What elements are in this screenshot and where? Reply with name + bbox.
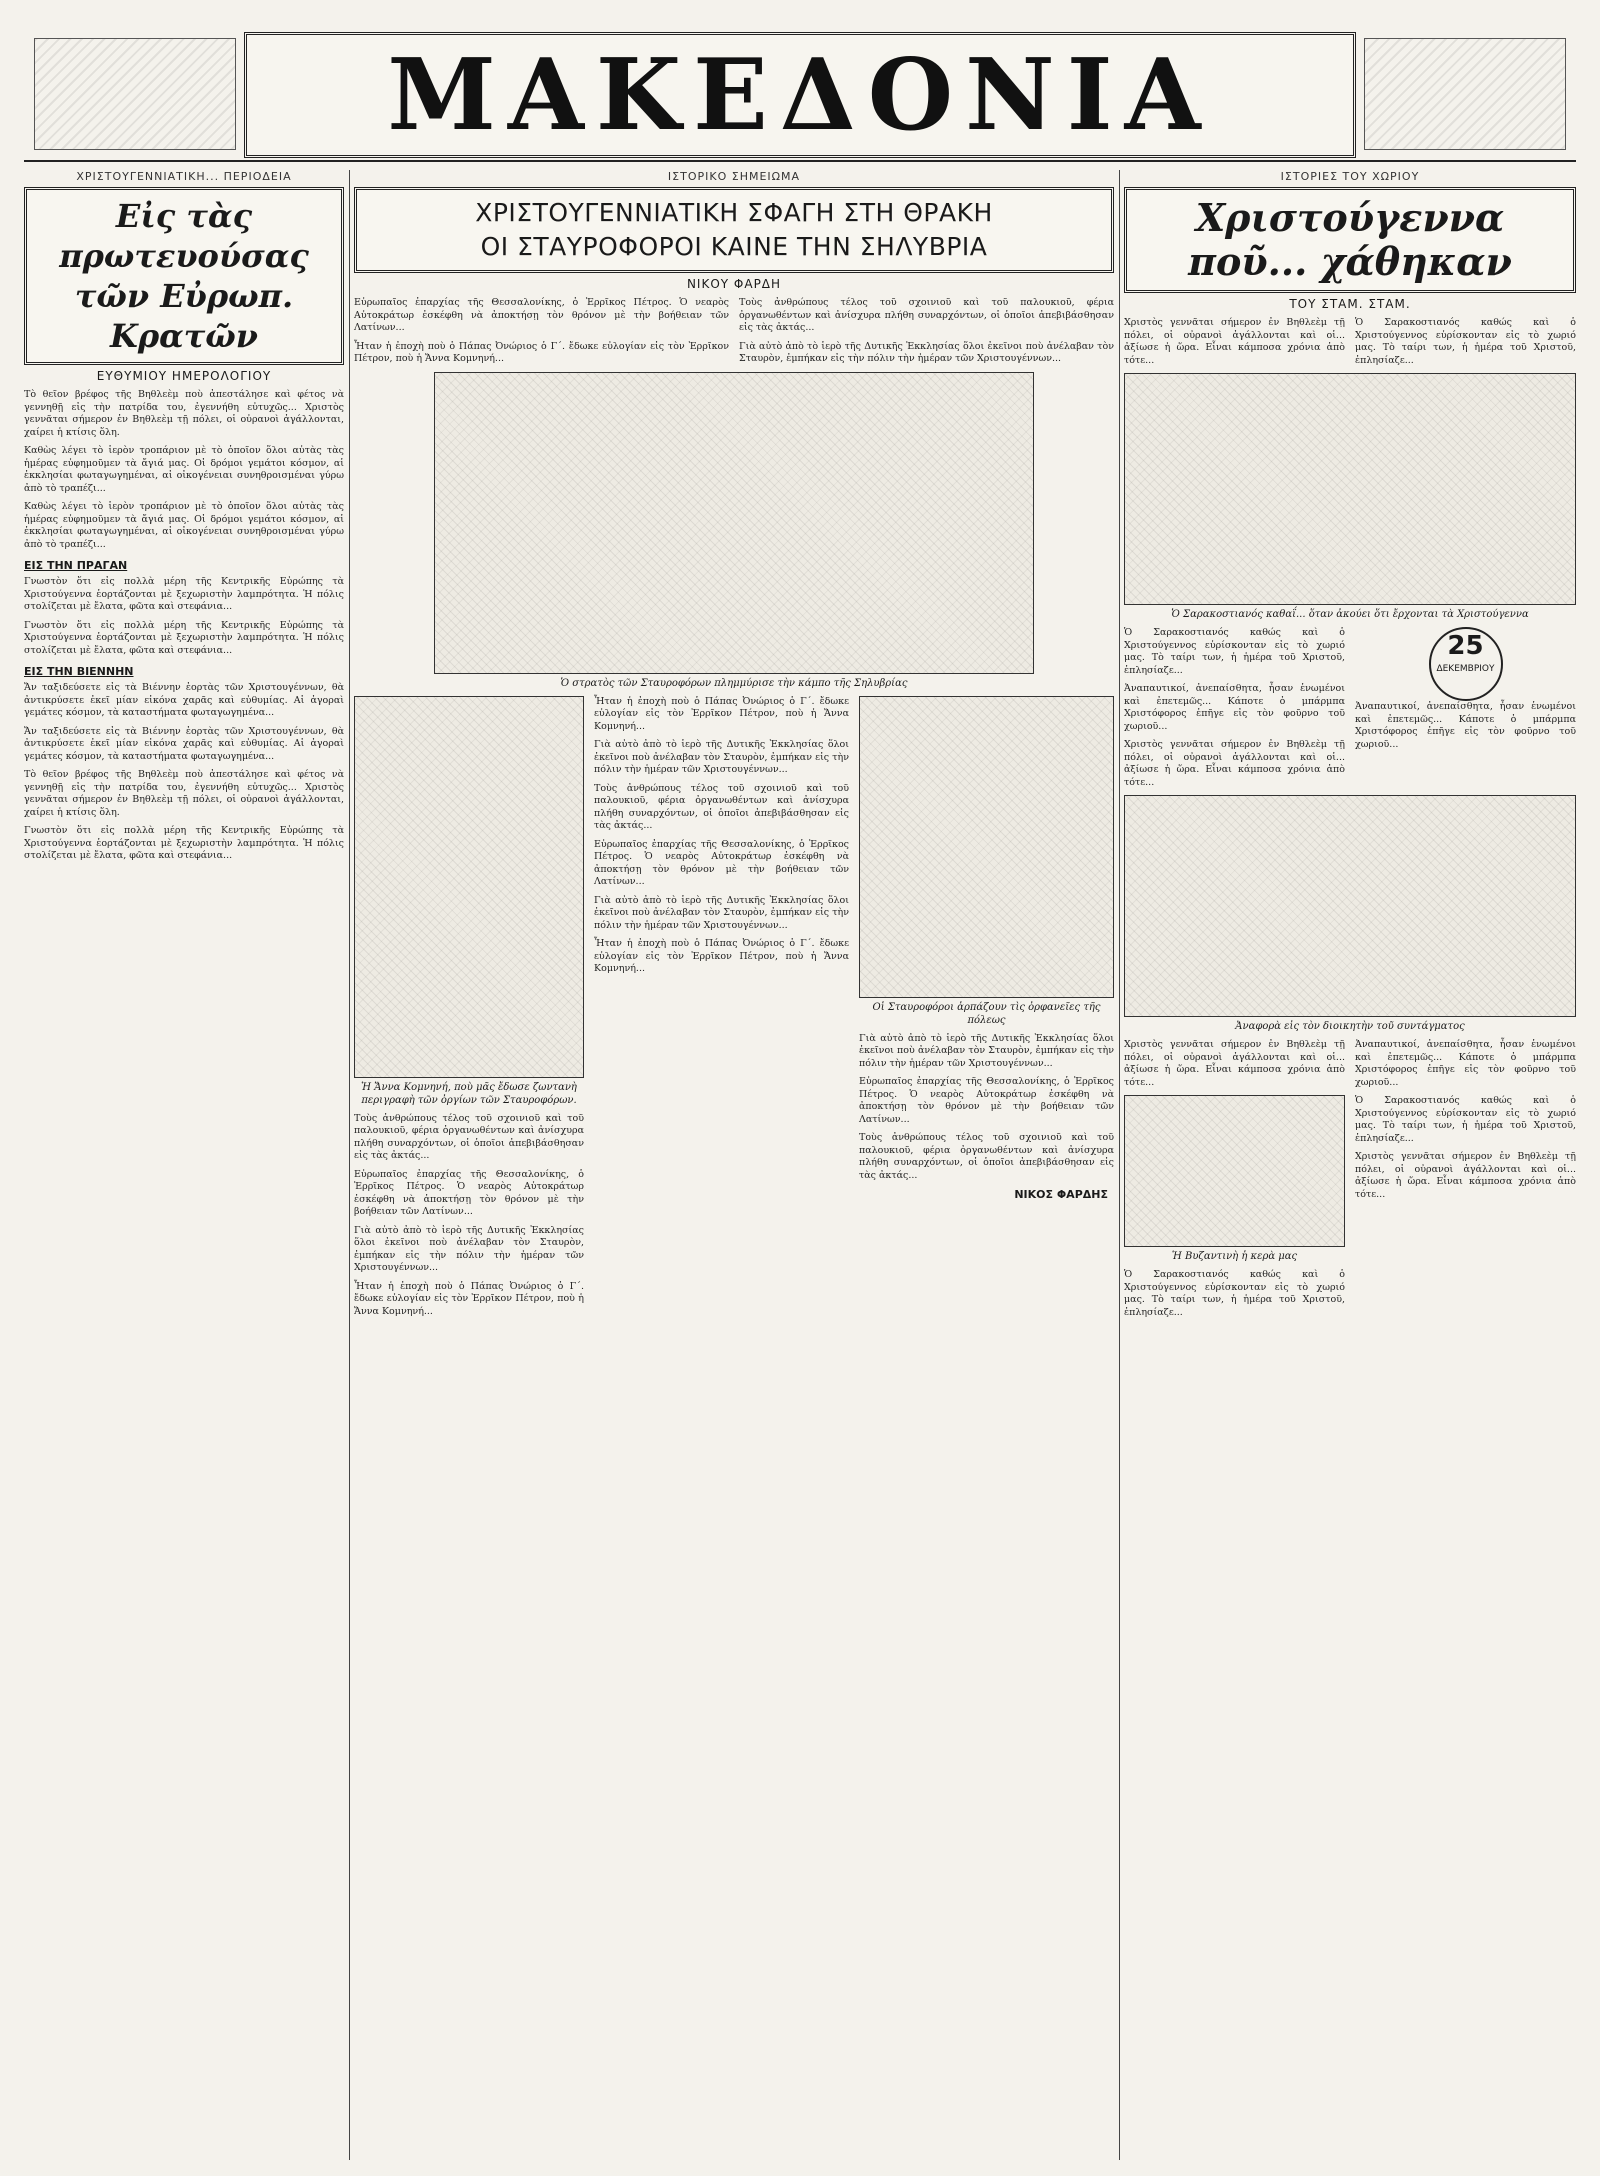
- article-paragraph: Ἀναπαυτικοί, ἀνεπαίσθητα, ἦσαν ἑνωμένοι καὶ ἐπετεμῶς... Κάποτε ὁ μπάρμπα Χριστόφορος ἐπῆγε εἰς τὸν φοῦρνο τοῦ χωριοῦ...: [1355, 1039, 1576, 1088]
- crusaders-illustration: [434, 372, 1034, 674]
- article-paragraph: Τοὺς ἀνθρώπους τέλος τοῦ σχοινιοῦ καὶ τοῦ παλουκιοῦ, φέρια ὀργανωθέντων καὶ ἀνίσχυρα πλήθη συναρχόντων, οἱ ὁποῖοι ἀπεβιβάσθησαν εἰς τὰς ἀκτάς...: [354, 1112, 584, 1161]
- author-signature: ΝΙΚΟΣ ΦΑΡΔΗΣ: [1014, 1188, 1108, 1201]
- article-paragraph: Τὸ θεῖον βρέφος τῆς Βηθλεὲμ ποὺ ἀπεστάλησε καὶ φέτος νὰ γεννηθῇ εἰς τὴν πατρίδα του, ἐγεννήθη εὐτυχῶς... Χριστὸς γεννᾶται σήμερον ἐν Βηθλεὲμ τῇ πόλει, οἱ οὐρανοὶ ἀγάλλονται, χαίρει ἡ κτίσις ὅλη.: [24, 769, 344, 818]
- article-paragraph: Ὁ Σαρακοστιανός καθώς καὶ ὁ Χριστούγεννος εὑρίσκονταν εἰς τὸ χωριό μας. Τὸ ταίρι των, ἡ ἡμέρα τοῦ Χριστοῦ, ἐπλησίαζε...: [1124, 627, 1345, 676]
- article-paragraph: Χριστὸς γεννᾶται σήμερον ἐν Βηθλεὲμ τῇ πόλει, οἱ οὐρανοὶ ἀγάλλονται καὶ οἱ... ἀξίωσε ἡ ὥρα. Εἶναι κάμποσα χρόνια ἀπὸ τότε...: [1124, 739, 1345, 788]
- article-paragraph: Γνωστὸν ὅτι εἰς πολλὰ μέρη τῆς Κεντρικῆς Εὐρώπης τὰ Χριστούγεννα ἑορτάζονται μὲ ξεχωριστὴν λαμπρότητα. Ἡ πόλις στολίζεται μὲ ἔλατα, φῶτα καὶ στεφάνια...: [24, 825, 344, 861]
- article-paragraph: Γνωστὸν ὅτι εἰς πολλὰ μέρη τῆς Κεντρικῆς Εὐρώπης τὰ Χριστούγεννα ἑορτάζονται μὲ ξεχωριστὴν λαμπρότητα. Ἡ πόλις στολίζεται μὲ ἔλατα, φῶτα καὶ στεφάνια...: [24, 619, 344, 656]
- column-divider: [349, 170, 350, 2160]
- article-paragraph: Γιὰ αὐτὸ ἀπὸ τὸ ἱερὸ τῆς Δυτικῆς Ἐκκλησίας ὅλοι ἐκεῖνοι ποὺ ἀνέλαβαν τὸν Σταυρὸν, ἐμπήκαν εἰς τὴν πόλιν τὴν ἡμέραν τῶν Χριστουγέννων...: [354, 1224, 584, 1273]
- masthead-illustration-right: [1364, 38, 1566, 150]
- article-paragraph: Ἦταν ἡ ἐποχὴ ποὺ ὁ Πάπας Ὀνώριος ὁ Γ΄. ἔδωκε εὐλογίαν εἰς τὸν Ἐρρῖκον Πέτρον, ποὺ ἡ Ἄννα Κομνηνή...: [594, 938, 849, 974]
- sun-cartoon-illustration: [1124, 373, 1576, 605]
- section-subhead: ΕΙΣ ΤΗΝ ΠΡΑΓΑΝ: [24, 559, 128, 572]
- headline-box: [354, 187, 1114, 273]
- article-paragraph: Τοὺς ἀνθρώπους τέλος τοῦ σχοινιοῦ καὶ τοῦ παλουκιοῦ, φέρια ὀργανωθέντων καὶ ἀνίσχυρα πλήθη συναρχόντων, οἱ ὁποῖοι ἀπεβιβάσθησαν εἰς τὰς ἀκτάς...: [594, 782, 849, 831]
- figure-caption: Ὁ Σαρακοστιανός καθαΐ... ὅταν ἀκούει ὅτι ἔρχονται τὰ Χριστούγεννα: [1171, 609, 1529, 620]
- article-paragraph: Καθὼς λέγει τὸ ἱερὸν τροπάριον μὲ τὸ ὁποῖον ὅλοι αὐτὰς τὰς ἡμέρας εὐφημοῦμεν τὰ ἄγιά μας. Οἱ δρόμοι γεμάτοι κόσμον, αἱ ἐκκλησίαι φωταγωγημέναι, αἱ οἰκογένειαι συνηθροισμέναι γύρω ἀπὸ τὸ τραπέζι...: [24, 445, 344, 494]
- article-paragraph: Τοὺς ἀνθρώπους τέλος τοῦ σχοινιοῦ καὶ τοῦ παλουκιοῦ, φέρια ὀργανωθέντων καὶ ἀνίσχυρα πλήθη συναρχόντων, οἱ ὁποῖοι ἀπεβιβάσθησαν εἰς τὰς ἀκτάς...: [739, 297, 1114, 333]
- article-subheadline: ΟΙ ΣΤΑΥΡΟΦΟΡΟΙ ΚΑΙΝΕ ΤΗΝ ΣΗΛΥΒΡΙΑ: [480, 232, 988, 261]
- headline-box: [1124, 187, 1576, 293]
- headline-box: [24, 187, 344, 365]
- article-paragraph: Τὸ θεῖον βρέφος τῆς Βηθλεὲμ ποὺ ἀπεστάλησε καὶ φέτος νὰ γεννηθῇ εἰς τὴν πατρίδα του, ἐγεννήθη εὐτυχῶς... Χριστὸς γεννᾶται σήμερον ἐν Βηθλεὲμ τῇ πόλει, οἱ οὐρανοὶ ἀγάλλονται, χαίρει ἡ κτίσις ὅλη.: [24, 389, 344, 438]
- newspaper-page: [24, 20, 1576, 2160]
- article-paragraph: Ἦταν ἡ ἐποχὴ ποὺ ὁ Πάπας Ὀνώριος ὁ Γ΄. ἔδωκε εὐλογίαν εἰς τὸν Ἐρρῖκον Πέτρον, ποὺ ἡ Ἄννα Κομνηνή...: [354, 340, 729, 364]
- figure-caption: Οἱ Σταυροφόροι ἁρπάζουν τὶς ὀρφανεῖες τῆς πόλεως: [872, 1001, 1101, 1026]
- article-paragraph: Ὁ Σαρακοστιανός καθώς καὶ ὁ Χριστούγεννος εὑρίσκονταν εἰς τὸ χωριό μας. Τὸ ταίρι των, ἡ ἡμέρα τοῦ Χριστοῦ, ἐπλησίαζε...: [1355, 317, 1576, 366]
- article-paragraph: Ἀναπαυτικοί, ἀνεπαίσθητα, ἦσαν ἑνωμένοι καὶ ἐπετεμῶς... Κάποτε ὁ μπάρμπα Χριστόφορος ἐπῆγε εἰς τὸν φοῦρνο τοῦ χωριοῦ...: [1355, 701, 1576, 750]
- article-paragraph: Ἄν ταξιδεύσετε εἰς τὰ Βιέννην ἑορτὰς τῶν Χριστουγέννων, θὰ ἀντικρύσετε ἐκεῖ μίαν εἰκόνα χαρᾶς καὶ εὐθυμίας. Αἱ ἀγοραὶ γεμάτες κόσμον, τὰ καταστήματα φωταγωγημένα...: [24, 725, 344, 762]
- article-headline: Εἰς τὰς πρωτευούσας τῶν Εὐρωπ. Κρατῶν: [59, 197, 309, 355]
- figure-caption: Ἡ Ἄννα Κομνηνή, ποὺ μᾶς ἔδωσε ζωντανὴ περιγραφὴ τῶν ὀργίων τῶν Σταυροφόρων.: [361, 1081, 577, 1106]
- article-intro-row: [1124, 317, 1576, 373]
- middle-column: [354, 170, 1114, 2160]
- article-paragraph: Γιὰ αὐτὸ ἀπὸ τὸ ἱερὸ τῆς Δυτικῆς Ἐκκλησίας ὅλοι ἐκεῖνοι ποὺ ἀνέλαβαν τὸν Σταυρὸν, ἐμπήκαν εἰς τὴν πόλιν τὴν ἡμέραν τῶν Χριστουγέννων...: [594, 739, 849, 775]
- article-body-row: [354, 696, 1114, 1325]
- article-paragraph: Γιὰ αὐτὸ ἀπὸ τὸ ἱερὸ τῆς Δυτικῆς Ἐκκλησίας ὅλοι ἐκεῖνοι ποὺ ἀνέλαβαν τὸν Σταυρὸν, ἐμπήκαν εἰς τὴν πόλιν τὴν ἡμέραν τῶν Χριστουγέννων...: [594, 894, 849, 931]
- article-body-row: [1124, 1039, 1576, 1325]
- article-headline: Χριστούγεννα ποῦ... χάθηκαν: [1188, 195, 1512, 284]
- village-cartoon-illustration: [1124, 795, 1576, 1017]
- byline: ΕΥΘΥΜΙΟΥ ΗΜΕΡΟΛΟΓΙΟΥ: [96, 369, 272, 383]
- figure-caption: Ἡ Βυζαντινὴ ἡ κερὰ μας: [1171, 1251, 1298, 1262]
- article-intro-row: [354, 297, 1114, 372]
- article-paragraph: Εὐρωπαῖος ἐπαρχίας τῆς Θεσσαλονίκης, ὁ Ἐρρῖκος Πέτρος. Ὁ νεαρὸς Αὐτοκράτωρ ἐσκέφθη νὰ ἀποκτήσῃ τὸν θρόνον μὲ τὴν βοήθειαν τῶν Λατίνων...: [354, 1168, 584, 1217]
- woman-with-tray-illustration: [1124, 1095, 1345, 1247]
- article-body-row: [1124, 627, 1576, 795]
- figure-caption: Ὁ στρατὸς τῶν Σταυροφόρων πλημμύρισε τὴν κάμπο τῆς Σηλυβρίας: [560, 677, 908, 689]
- article-paragraph: Χριστὸς γεννᾶται σήμερον ἐν Βηθλεὲμ τῇ πόλει, οἱ οὐρανοὶ ἀγάλλονται καὶ οἱ... ἀξίωσε ἡ ὥρα. Εἶναι κάμποσα χρόνια ἀπὸ τότε...: [1355, 1151, 1576, 1200]
- byline: ΝΙΚΟΥ ΦΑΡΔΗ: [686, 277, 782, 291]
- article-paragraph: Ἄν ταξιδεύσετε εἰς τὰ Βιέννην ἑορτὰς τῶν Χριστουγέννων, θὰ ἀντικρύσετε ἐκεῖ μίαν εἰκόνα χαρᾶς καὶ εὐθυμίας. Αἱ ἀγοραὶ γεμάτες κόσμον, τὰ καταστήματα φωταγωγημένα...: [24, 682, 344, 718]
- section-subhead: ΕΙΣ ΤΗΝ ΒΙΕΝΝΗΝ: [24, 665, 134, 678]
- article-paragraph: Ὁ Σαρακοστιανός καθώς καὶ ὁ Χριστούγεννος εὑρίσκονταν εἰς τὸ χωριό μας. Τὸ ταίρι των, ἡ ἡμέρα τοῦ Χριστοῦ, ἐπλησίαζε...: [1124, 1269, 1345, 1318]
- date-badge-number: 25: [1447, 631, 1484, 661]
- column-divider: [1119, 170, 1120, 2160]
- masthead-illustration-left: [34, 38, 236, 150]
- article-paragraph: Εὐρωπαῖος ἐπαρχίας τῆς Θεσσαλονίκης, ὁ Ἐρρῖκος Πέτρος. Ὁ νεαρὸς Αὐτοκράτωρ ἐσκέφθη νὰ ἀποκτήσῃ τὸν θρόνον μὲ τὴν βοήθειαν τῶν Λατίνων...: [354, 297, 729, 333]
- article-paragraph: Γιὰ αὐτὸ ἀπὸ τὸ ἱερὸ τῆς Δυτικῆς Ἐκκλησίας ὅλοι ἐκεῖνοι ποὺ ἀνέλαβαν τὸν Σταυρὸν, ἐμπήκαν εἰς τὴν πόλιν τὴν ἡμέραν τῶν Χριστουγέννων...: [859, 1032, 1114, 1069]
- article-paragraph: Γιὰ αὐτὸ ἀπὸ τὸ ἱερὸ τῆς Δυτικῆς Ἐκκλησίας ὅλοι ἐκεῖνοι ποὺ ἀνέλαβαν τὸν Σταυρὸν, ἐμπήκαν εἰς τὴν πόλιν τὴν ἡμέραν τῶν Χριστουγέννων...: [739, 340, 1114, 364]
- article-paragraph: Ἦταν ἡ ἐποχὴ ποὺ ὁ Πάπας Ὀνώριος ὁ Γ΄. ἔδωκε εὐλογίαν εἰς τὸν Ἐρρῖκον Πέτρον, ποὺ ἡ Ἄννα Κομνηνή...: [354, 1280, 584, 1317]
- article-paragraph: Τοὺς ἀνθρώπους τέλος τοῦ σχοινιοῦ καὶ τοῦ παλουκιοῦ, φέρια ὀργανωθέντων καὶ ἀνίσχυρα πλήθη συναρχόντων, οἱ ὁποῖοι ἀπεβιβάσθησαν εἰς τὰς ἀκτάς...: [859, 1132, 1114, 1181]
- date-badge-month: ΔΕΚΕΜΒΡΙΟΥ: [1436, 664, 1495, 674]
- right-column: [1124, 170, 1576, 2160]
- article-paragraph: Εὐρωπαῖος ἐπαρχίας τῆς Θεσσαλονίκης, ὁ Ἐρρῖκος Πέτρος. Ὁ νεαρὸς Αὐτοκράτωρ ἐσκέφθη νὰ ἀποκτήσῃ τὸν θρόνον μὲ τὴν βοήθειαν τῶν Λατίνων...: [859, 1076, 1114, 1125]
- byline: ΤΟΥ ΣΤΑΜ. ΣΤΑΜ.: [1289, 297, 1411, 311]
- left-column: [24, 170, 344, 2160]
- anna-komnene-illustration: [354, 696, 584, 1078]
- date-badge: [1429, 627, 1503, 701]
- masthead-title: ΜΑΚΕΔΟΝΙΑ: [244, 32, 1356, 158]
- article-paragraph: Χριστὸς γεννᾶται σήμερον ἐν Βηθλεὲμ τῇ πόλει, οἱ οὐρανοὶ ἀγάλλονται καὶ οἱ... ἀξίωσε ἡ ὥρα. Εἶναι κάμποσα χρόνια ἀπὸ τότε...: [1124, 1039, 1345, 1088]
- section-rubric: ΧΡΙΣΤΟΥΓΕΝΝΙΑΤΙΚΗ... ΠΕΡΙΟΔΕΙΑ: [76, 170, 292, 183]
- crusaders-seizing-illustration: [859, 696, 1114, 998]
- article-paragraph: Εὐρωπαῖος ἐπαρχίας τῆς Θεσσαλονίκης, ὁ Ἐρρῖκος Πέτρος. Ὁ νεαρὸς Αὐτοκράτωρ ἐσκέφθη νὰ ἀποκτήσῃ τὸν θρόνον μὲ τὴν βοήθειαν τῶν Λατίνων...: [594, 838, 849, 887]
- section-rubric: ΙΣΤΟΡΙΕΣ ΤΟΥ ΧΩΡΙΟΥ: [1280, 170, 1420, 183]
- article-paragraph: Ὁ Σαρακοστιανός καθώς καὶ ὁ Χριστούγεννος εὑρίσκονταν εἰς τὸ χωριό μας. Τὸ ταίρι των, ἡ ἡμέρα τοῦ Χριστοῦ, ἐπλησίαζε...: [1355, 1095, 1576, 1144]
- article-paragraph: Καθὼς λέγει τὸ ἱερὸν τροπάριον μὲ τὸ ὁποῖον ὅλοι αὐτὰς τὰς ἡμέρας εὐφημοῦμεν τὰ ἄγιά μας. Οἱ δρόμοι γεμάτοι κόσμον, αἱ ἐκκλησίαι φωταγωγημέναι, αἱ οἰκογένειαι συνηθροισμέναι γύρω ἀπὸ τὸ τραπέζι...: [24, 501, 344, 550]
- masthead: [24, 20, 1576, 162]
- section-rubric: ΙΣΤΟΡΙΚΟ ΣΗΜΕΙΩΜΑ: [667, 170, 801, 183]
- figure-caption: Ἀναφορὰ εἰς τὸν διοικητὴν τοῦ συντάγματος: [1235, 1021, 1465, 1032]
- article-paragraph: Ἦταν ἡ ἐποχὴ ποὺ ὁ Πάπας Ὀνώριος ὁ Γ΄. ἔδωκε εὐλογίαν εἰς τὸν Ἐρρῖκον Πέτρον, ποὺ ἡ Ἄννα Κομνηνή...: [594, 695, 849, 732]
- article-headline: ΧΡΙΣΤΟΥΓΕΝΝΙΑΤΙΚΗ ΣΦΑΓΗ ΣΤΗ ΘΡΑΚΗ: [475, 198, 993, 227]
- article-paragraph: Χριστὸς γεννᾶται σήμερον ἐν Βηθλεὲμ τῇ πόλει, οἱ οὐρανοὶ ἀγάλλονται καὶ οἱ... ἀξίωσε ἡ ὥρα. Εἶναι κάμποσα χρόνια ἀπὸ τότε...: [1124, 317, 1345, 366]
- article-paragraph: Ἀναπαυτικοί, ἀνεπαίσθητα, ἦσαν ἑνωμένοι καὶ ἐπετεμῶς... Κάποτε ὁ μπάρμπα Χριστόφορος ἐπῆγε εἰς τὸν φοῦρνο τοῦ χωριοῦ...: [1124, 683, 1345, 732]
- article-paragraph: Γνωστὸν ὅτι εἰς πολλὰ μέρη τῆς Κεντρικῆς Εὐρώπης τὰ Χριστούγεννα ἑορτάζονται μὲ ξεχωριστὴν λαμπρότητα. Ἡ πόλις στολίζεται μὲ ἔλατα, φῶτα καὶ στεφάνια...: [24, 576, 344, 612]
